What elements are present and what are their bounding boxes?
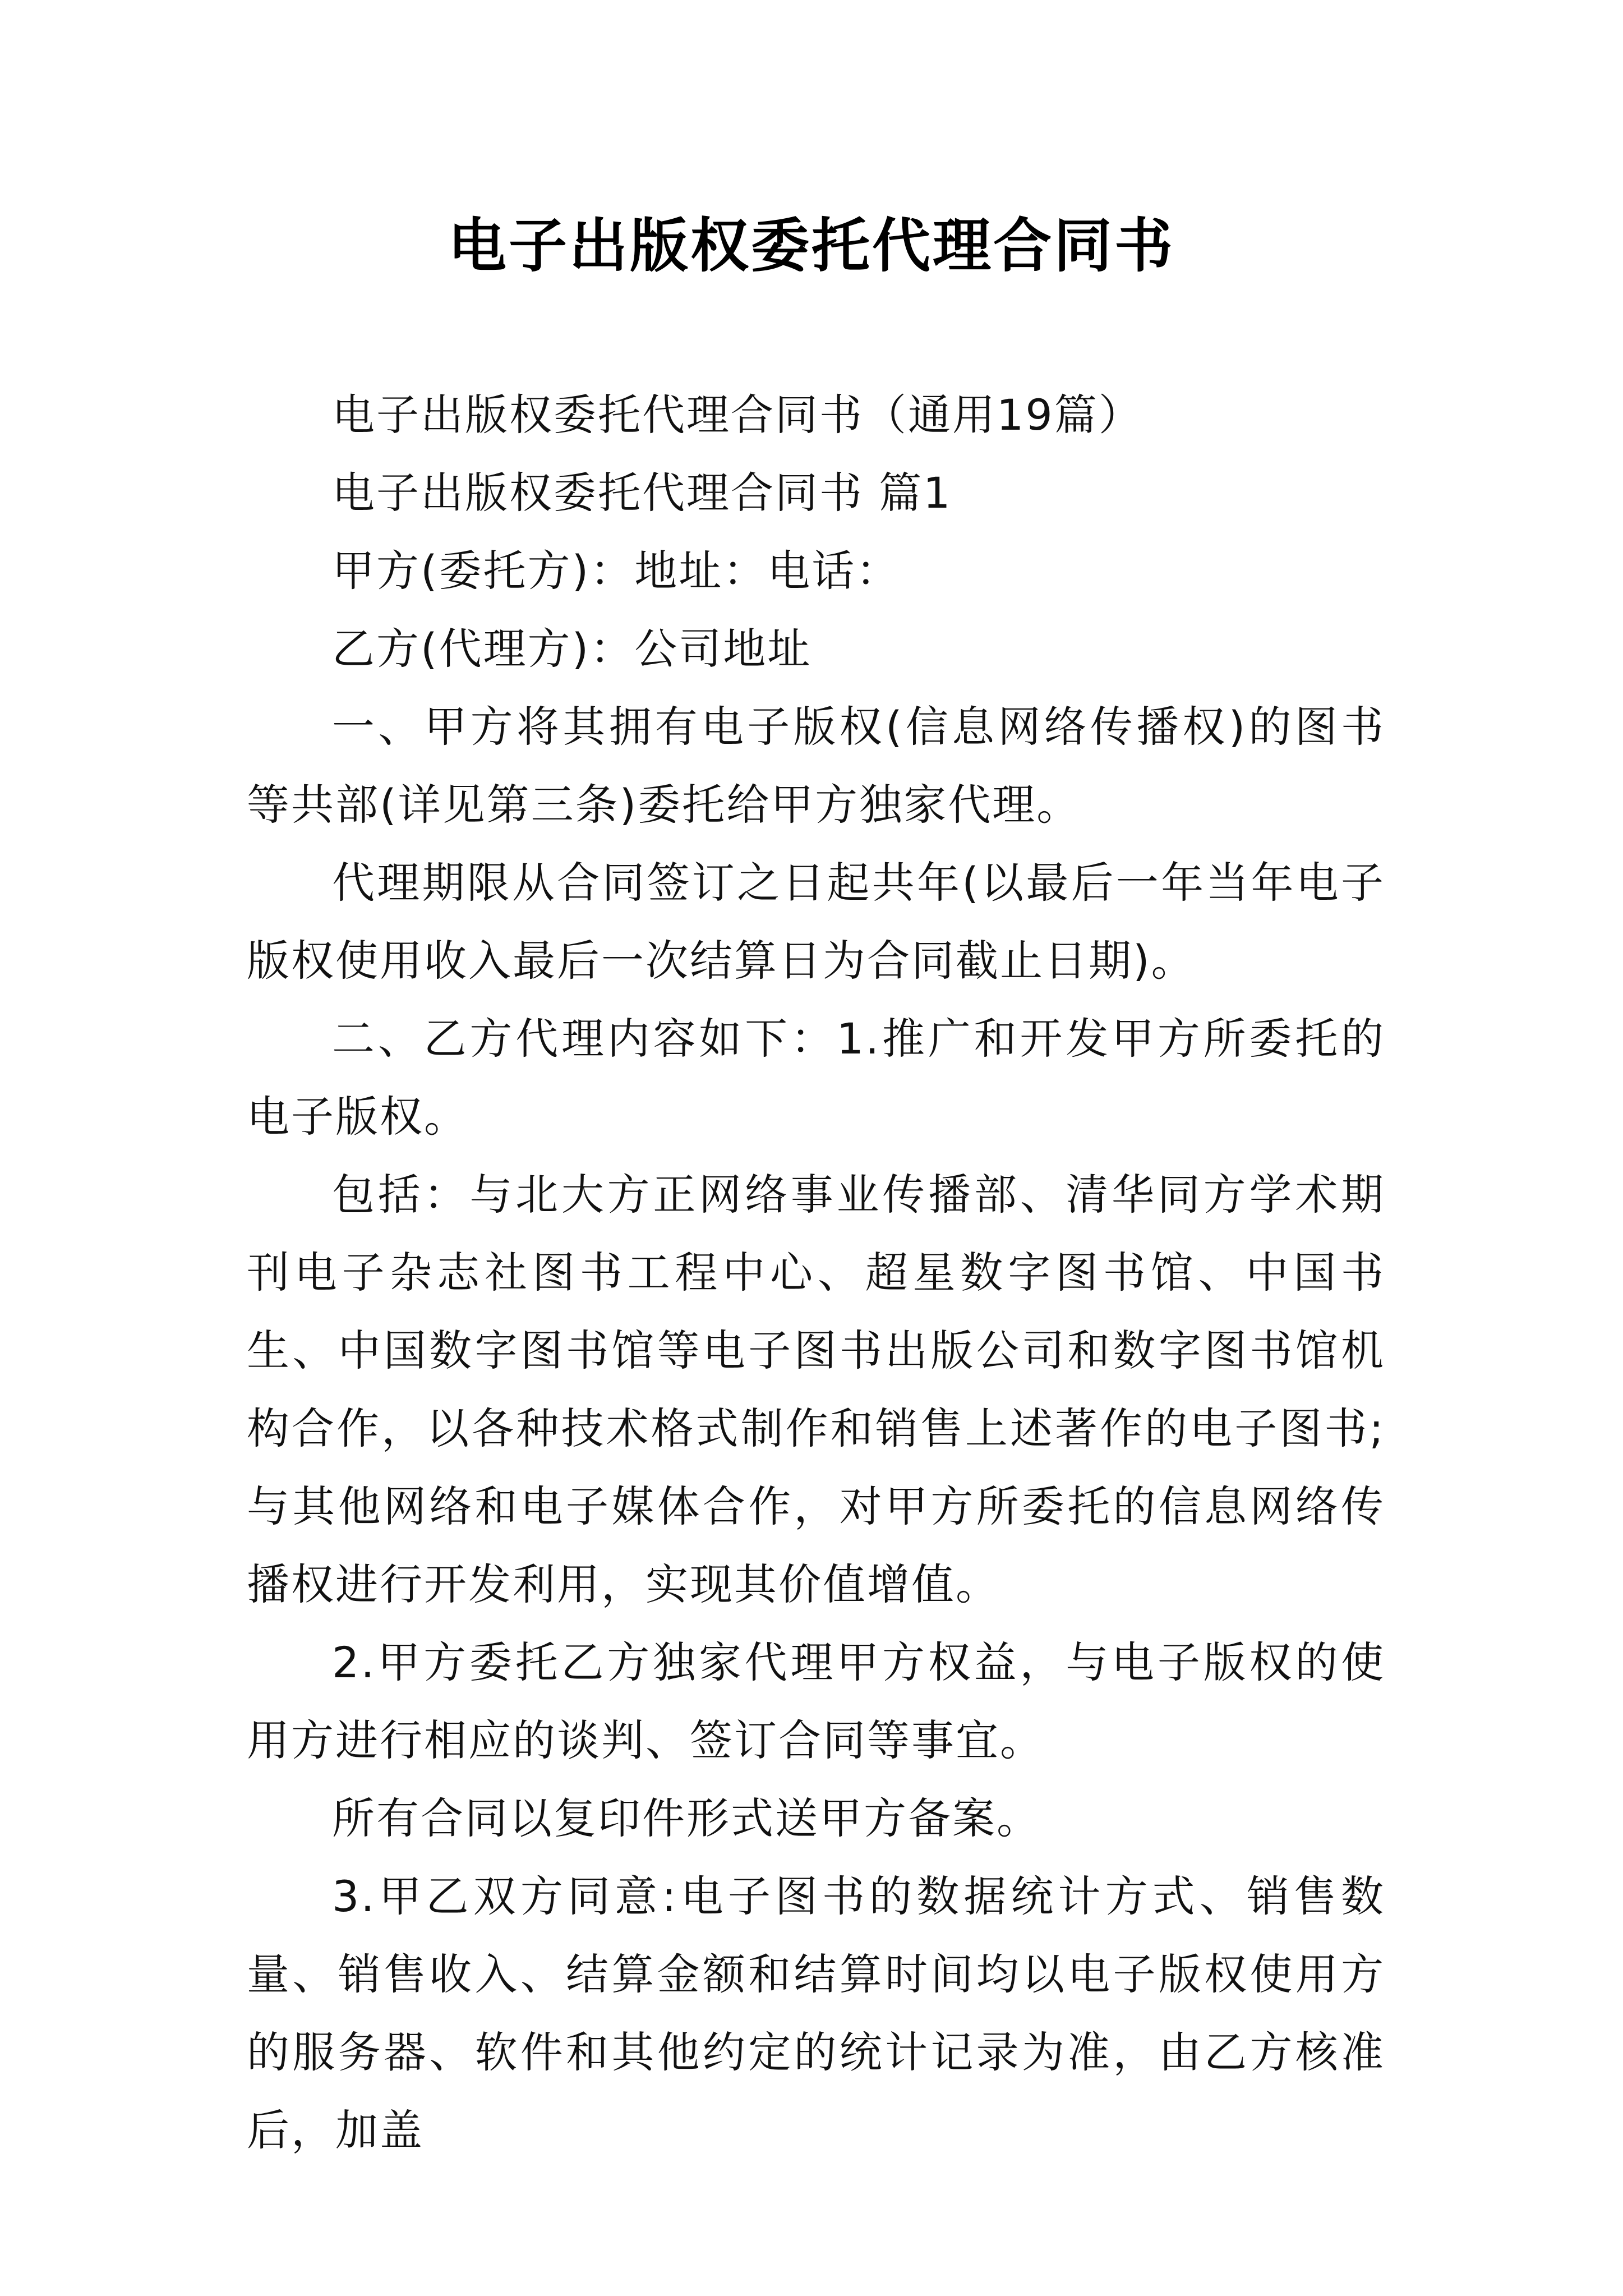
paragraph-partners: 包括：与北大方正网络事业传播部、清华同方学术期刊电子杂志社图书工程中心、超星数字图书馆、中国书生、中国数字图书馆等电子图书出版公司和数字图书馆机构合作，以各种技术格式制作和销售上述著作的电子图书;与其他网络和电子媒体合作，对甲方所委托的信息网络传播权进行开发利用，实现其价值增值。 — [247, 1170, 1385, 1609]
paragraph-party-a: 甲方(委托方)：地址：电话： — [332, 546, 901, 596]
paragraph-clause-2: 二、乙方代理内容如下：1.推广和开发甲方所委托的电子版权。 — [247, 1014, 1385, 1142]
paragraph-clause-2-2: 2.甲方委托乙方独家代理甲方权益，与电子版权的使用方进行相应的谈判、签订合同等事宜。 — [247, 1637, 1385, 1765]
paragraph-filing: 所有合同以复印件形式送甲方备案。 — [332, 1793, 1041, 1843]
paragraph-section-heading: 电子出版权委托代理合同书 篇1 — [332, 468, 952, 518]
document-body — [247, 376, 1385, 2169]
paragraph-term: 代理期限从合同签订之日起共年(以最后一年当年电子版权使用收入最后一次结算日为合同截止日期)。 — [247, 858, 1385, 986]
paragraph-subtitle: 电子出版权委托代理合同书（通用19篇） — [332, 390, 1143, 440]
paragraph-party-b: 乙方(代理方)：公司地址 — [332, 624, 812, 674]
paragraph-clause-2-3: 3.甲乙双方同意:电子图书的数据统计方式、销售数量、销售收入、结算金额和结算时间均以电子版权使用方的服务器、软件和其他约定的统计记录为准，由乙方核准后，加盖 — [247, 1871, 1385, 2155]
paragraph-clause-1: 一、甲方将其拥有电子版权(信息网络传播权)的图书等共部(详见第三条)委托给甲方独家代理。 — [247, 702, 1385, 830]
document-title: 电子出版权委托代理合同书 — [448, 211, 1175, 280]
